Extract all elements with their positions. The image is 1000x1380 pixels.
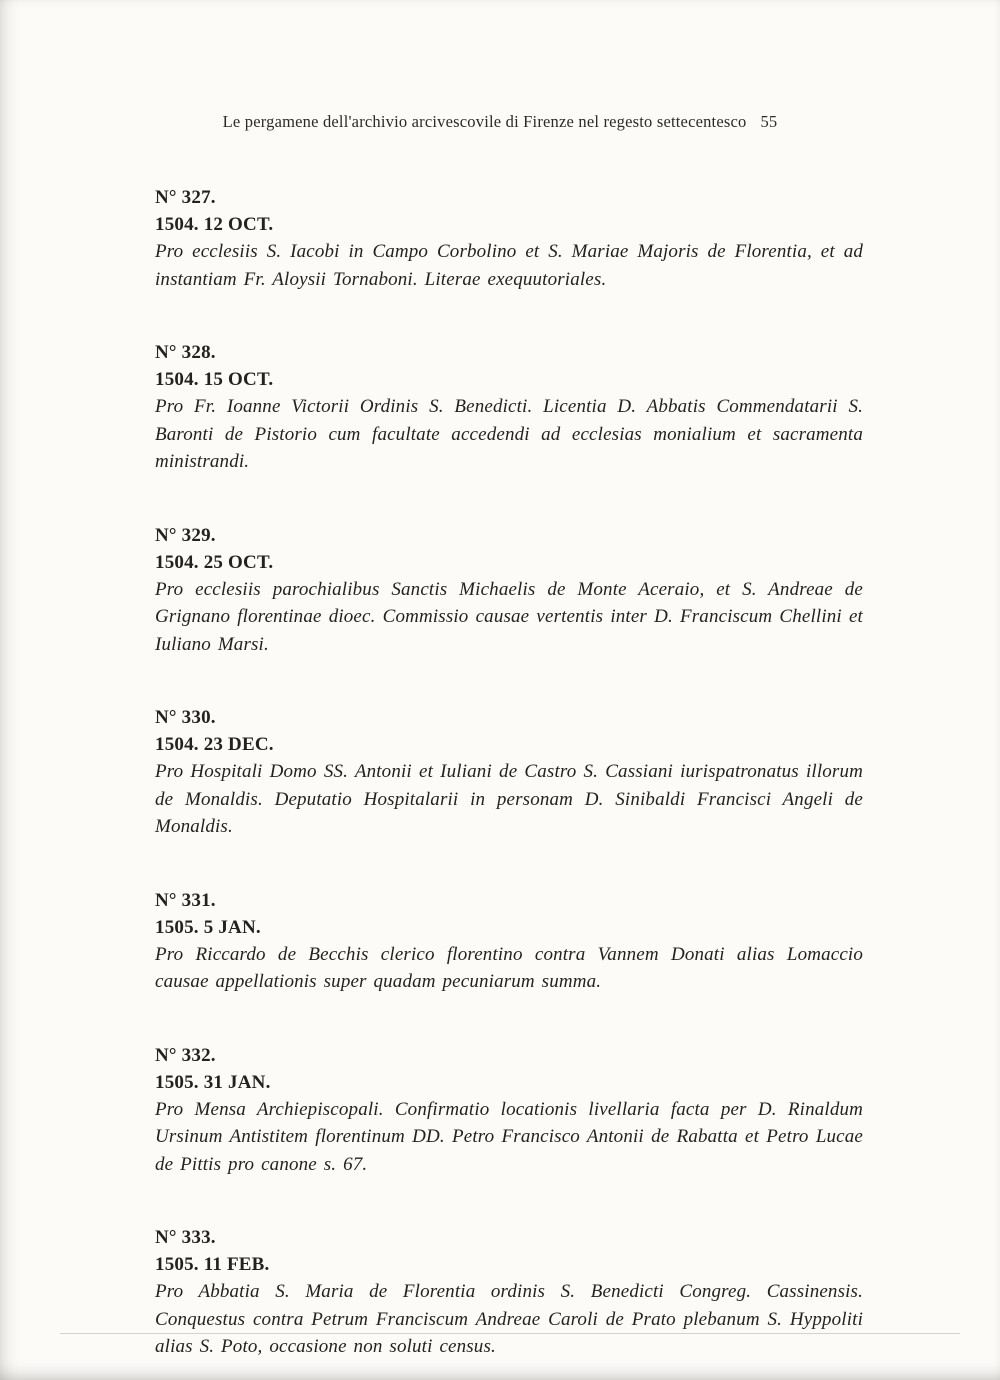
scan-edge-artifact [60,1333,960,1334]
entry-date: 1505. 11 FEB. [155,1254,270,1275]
regesto-entry-333 [155,1224,863,1361]
regesto-entry-330 [155,704,863,841]
regesto-entry-329 [155,522,863,659]
entry-description: Pro Fr. Ioanne Victorii Ordinis S. Benedicti. Licentia D. Abbatis Commendatarii S. Baronti de Pistorio cum facultate accedendi ad ecclesias monialium et sacramenta ministrandi. [155,396,863,472]
regesto-entry-327 [155,184,863,293]
entry-number: N° 332. [155,1044,216,1066]
running-header-title: Le pergamene dell'archivio arcivescovile di Firenze nel regesto settecentesco [222,112,747,131]
entry-description: Pro Hospitali Domo SS. Antonii et Iuliani de Castro S. Cassiani iurispatronatus illorum de Monaldis. Deputatio Hospitalarii in personam D. Sinibaldi Francisci Angeli de Monaldis. [155,761,863,837]
entry-date: 1504. 25 OCT. [155,551,274,573]
regesto-entry-331 [155,887,863,996]
entry-number: N° 329. [155,524,216,546]
entry-date: 1505. 31 JAN. [155,1071,271,1093]
running-header [0,112,1000,132]
entry-description: Pro Riccardo de Becchis clerico florentino contra Vannem Donati alias Lomaccio causae appellationis super quadam pecuniarum summa. [155,943,863,992]
entry-number: N° 327. [155,187,216,208]
entry-number: N° 333. [155,1227,216,1248]
entry-description: Pro Mensa Archiepiscopali. Confirmatio locationis livellaria facta per D. Rinaldum Ursinum Antistitem florentinum DD. Petro Francisco Antonii de Rabatta et Petro Lucae de Pittis pro canone s. 67. [155,1098,863,1175]
regesto-entry-332 [155,1042,863,1179]
entry-date: 1504. 23 DEC. [155,734,274,755]
entry-date: 1504. 12 OCT. [155,214,274,235]
entry-description: Pro Abbatia S. Maria de Florentia ordinis S. Benedicti Congreg. Cassinensis. Conquestus contra Petrum Franciscum Andreae Caroli de Prato plebanum S. Hyppoliti alias S. Poto, occasione non soluti census. [155,1281,863,1357]
entry-description: Pro ecclesiis S. Iacobi in Campo Corbolino et S. Mariae Majoris de Florentia, et ad instantiam Fr. Aloysii Tornaboni. Literae exequutoriales. [155,241,863,290]
entry-number: N° 330. [155,707,216,728]
entry-date: 1505. 5 JAN. [155,916,261,938]
page-content [155,184,863,1361]
regesto-entry-328 [155,339,863,476]
entry-number: N° 328. [155,342,216,363]
page-number: 55 [760,112,778,131]
entry-number: N° 331. [155,889,216,911]
entry-date: 1504. 15 OCT. [155,369,274,390]
entry-description: Pro ecclesiis parochialibus Sanctis Michaelis de Monte Aceraio, et S. Andreae de Grignano florentinae dioec. Commissio causae vertentis inter D. Franciscum Chellini et Iuliano Marsi. [155,578,863,655]
